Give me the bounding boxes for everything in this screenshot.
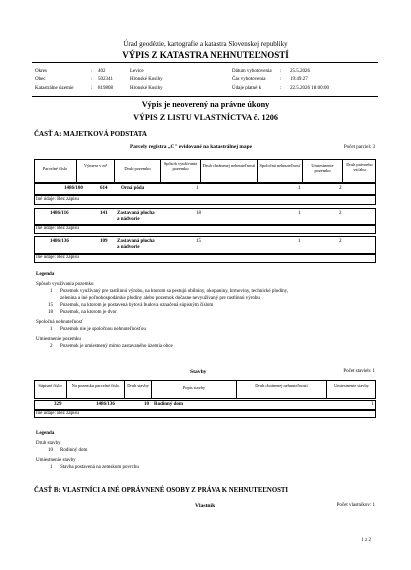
table-row <box>34 236 376 254</box>
owners-title: Vlastník <box>195 503 216 509</box>
legend-item <box>36 447 376 454</box>
header-parcel-number: Parcelné číslo <box>42 166 68 171</box>
parcel-location: 2 <box>339 186 342 191</box>
page-number: 1 z 2 <box>361 538 371 543</box>
parcel-type-continued: a nádvorie <box>117 217 140 222</box>
header-land-type: Druh pozemku <box>124 166 151 171</box>
parcels-legend <box>36 271 376 350</box>
parcel-use: 18 <box>196 211 201 216</box>
header-building-location: Umiestnenie stavby <box>334 383 369 388</box>
info-value: Levice <box>130 69 144 74</box>
legend-title: Legenda <box>36 272 55 277</box>
parcel-number: 1486/116 <box>50 211 69 216</box>
info-colon: : <box>91 85 93 91</box>
header-legal-relation: Druh právneho vzťahu <box>346 162 373 172</box>
legend-item <box>36 326 376 333</box>
parcel-other-info: Iné údaje: Bez zápisu <box>36 255 79 260</box>
section-a-heading: ČASŤ A: MAJETKOVÁ PODSTATA <box>34 130 147 138</box>
legend-text: zelenina a iné poľnohospodárske plodiny alebo pozemok dočasne nevyužívaný pre rastlinnú výrobu <box>60 296 260 301</box>
legend-group-title: Spôsob využívania pozemku <box>36 282 94 287</box>
info-row-date <box>232 68 382 76</box>
parcel-type: Zastavaná plocha <box>117 211 155 216</box>
parcel-area: 614 <box>100 186 108 191</box>
buildings-count: Počet stavieb: 1 <box>343 369 375 374</box>
info-colon: : <box>280 77 282 83</box>
table-row-other <box>34 225 376 234</box>
parcel-number: 1486/100 <box>64 186 83 191</box>
info-row-municipality <box>35 76 185 84</box>
legend-item <box>36 295 376 302</box>
info-colon: : <box>91 77 93 83</box>
legend-group-title: Druh stavby <box>36 441 61 446</box>
col-divider <box>114 159 115 183</box>
info-label: Okres <box>35 69 47 74</box>
document-title: VÝPIS Z KATASTRA NEHNUTEĽNOSTÍ <box>122 50 289 60</box>
legend-code: 18 <box>48 310 53 315</box>
section-b-heading: ČASŤ B: VLASTNÍCI A INÉ OPRÁVNENÉ OSOBY Z PRÁVA K NEHNUTEĽNOSTI <box>34 487 289 494</box>
table-row-other <box>34 254 376 263</box>
info-value: Hronské Kosihy <box>130 85 163 91</box>
legend-group-title: Spoločná nehnuteľnosť <box>36 320 83 325</box>
legend-code: 2 <box>50 344 53 349</box>
parcel-area: 141 <box>100 211 108 216</box>
header-on-parcel: Na pozemku parcelné číslo <box>71 383 120 388</box>
legend-item <box>36 343 376 350</box>
header-description: Popis stavby <box>182 385 206 390</box>
parcel-type-continued: a nádvorie <box>117 245 140 250</box>
info-label: Údaje platné k <box>232 85 262 91</box>
legend-code: 1 <box>50 289 53 294</box>
info-label: Obec <box>35 77 46 83</box>
building-location: 1 <box>371 402 374 407</box>
info-code: 502341 <box>98 77 113 83</box>
header-area: Výmera v m² <box>83 163 108 168</box>
parcels-count: Počet parciel: 3 <box>343 145 375 150</box>
header-divider <box>32 62 378 63</box>
info-left <box>35 68 185 93</box>
parcel-shared: 1 <box>298 239 301 244</box>
legend-text: Pozemok využívaný pre rastlinnú výrobu, na ktorom sa pestujú obilniny, okopaniny, krmoviny, technické plodiny, <box>60 289 289 294</box>
legend-group-title: Umiestnenie stavby <box>36 458 76 463</box>
parcel-use: 15 <box>196 239 201 244</box>
parcel-location: 2 <box>339 239 342 244</box>
legend-code: 15 <box>48 303 53 308</box>
parcel-location: 2 <box>339 211 342 216</box>
parcel-other-info: Iné údaje: Bez zápisu <box>36 226 79 231</box>
info-colon: : <box>280 85 282 91</box>
header-building-type: Druh stavby <box>127 383 149 388</box>
building-other-info: Iné údaje: Bez zápisu <box>36 411 79 416</box>
header-location: Umiestnenie pozemku <box>311 163 334 173</box>
legend-code: 1 <box>50 465 53 470</box>
legend-text: Pozemok, na ktorom je dvor <box>60 310 117 315</box>
parcel-shared: 1 <box>298 211 301 216</box>
building-type: 10 <box>144 402 149 407</box>
parcel-use: 1 <box>196 186 199 191</box>
table-row <box>34 183 376 195</box>
header-protected: Druh chránenej nehnuteľnosti <box>255 383 308 388</box>
legend-text: Pozemok je umiestnený mimo zastavaného územia obce <box>60 344 173 349</box>
info-row-district <box>35 68 185 76</box>
header-building-number: Súpisné číslo <box>38 383 62 388</box>
info-value: 25.5.2026 <box>290 69 310 74</box>
parcel-number: 1486/136 <box>50 239 69 244</box>
legend-group-title: Umiestnenie pozemku <box>36 337 81 342</box>
info-label: Čas vyhotovenia <box>232 77 266 83</box>
parcel-shared: 1 <box>298 186 301 191</box>
info-row-valid-as-of <box>232 85 382 93</box>
info-value: 22.5.2026 18:00:00 <box>290 85 330 91</box>
info-colon: : <box>280 69 282 74</box>
info-value: Hronské Kosihy <box>130 77 163 83</box>
legend-title: Legenda <box>36 431 55 436</box>
legend-item <box>36 464 376 471</box>
info-row-cadastral-area <box>35 85 185 93</box>
table-row-other <box>34 410 376 418</box>
parcel-area: 109 <box>100 239 108 244</box>
info-row-time <box>232 76 382 84</box>
building-description: Rodinný dom <box>154 402 184 407</box>
parcel-other-info: Iné údaje: Bez zápisu <box>36 197 79 202</box>
info-label: Katastrálne územie <box>35 85 74 91</box>
header-shared: Spoločná nehnuteľnosť <box>259 163 301 168</box>
legend-item <box>36 309 376 316</box>
legend-item <box>36 288 376 295</box>
owners-count: Počet vlastníkov: 1 <box>336 503 375 508</box>
legend-code: 10 <box>48 448 53 453</box>
info-value: 19:49:27 <box>290 77 308 83</box>
info-colon: : <box>91 69 93 74</box>
office-name: Úrad geodézie, kartografie a katastra Slovenskej republiky <box>123 40 288 48</box>
table-row-other <box>34 195 376 205</box>
legend-text: Stavba postavená na zemskom povrchu <box>60 465 139 470</box>
legend-text: Rodinný dom <box>60 448 88 453</box>
buildings-title: Stavby <box>190 369 207 375</box>
info-label: Dátum vyhotovenia <box>232 69 272 74</box>
info-divider <box>32 96 378 97</box>
table-row <box>34 400 376 410</box>
info-right <box>232 68 382 93</box>
info-code: 819808 <box>98 85 113 91</box>
legend-text: Pozemok, na ktorom je postavená bytová budova označená súpisným číslom <box>60 303 214 308</box>
info-code: 402 <box>98 69 106 74</box>
parcel-type: Zastavaná plocha <box>117 239 155 244</box>
building-number: 329 <box>54 402 62 407</box>
legend-code: 1 <box>50 327 53 332</box>
header-land-use: Spôsob využívania pozemku <box>163 161 198 171</box>
header-protected: Druh chránenej nehnuteľnosti <box>202 163 256 168</box>
parcel-type: Orná pôda <box>121 186 145 191</box>
table-row <box>34 208 376 225</box>
buildings-legend <box>36 430 376 471</box>
parcels-title: Parcely registra „C" evidované na katastrálnej mape <box>130 144 252 150</box>
building-parcel: 1486/136 <box>96 402 115 407</box>
legend-text: Pozemok nie je spoločnou nehnuteľnosťou <box>60 327 146 332</box>
legend-item <box>36 302 376 309</box>
not-verified-notice: Výpis je neoverený na právne úkony <box>141 100 270 109</box>
ownership-sheet-title: VÝPIS Z LISTU VLASTNÍCTVA č. 1206 <box>133 113 278 122</box>
